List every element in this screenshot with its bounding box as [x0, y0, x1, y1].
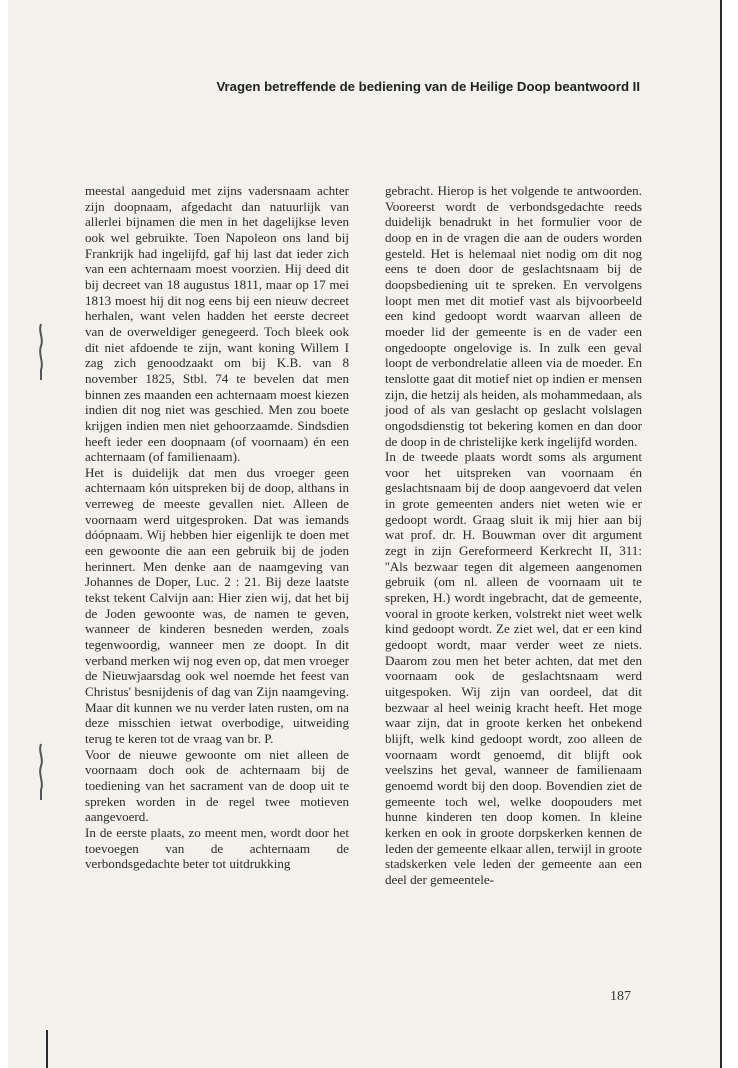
binding-edge-line	[46, 1030, 48, 1068]
staple-mark	[36, 322, 46, 382]
page-number: 187	[610, 989, 631, 1004]
paragraph: In de tweede plaats wordt soms als argument voor het uitspreken van voornaam én geslachtsnaam bij de doop aangevoerd dat velen in grote gemeenten anders niet weten wie er gedoopt wordt. Graag sluit ik mij hier aan bij wat prof. dr. H. Bouwman over dit argument zegt in zijn Gereformeerd Kerkrecht II, 311: ''Als bezwaar tegen dit algemeen aangenomen gebruik (om nl. alleen de voornaam uit te spreken, H.) wordt ingebracht, dat de gemeente, vooral in groote kerken, volstrekt niet weet welk kind gedoopt wordt. Ze ziet wel, dat er een kind gedoopt wordt, maar verder weet ze niets. Daarom zou men het beter achten, dat met den voornaam ook de geslachtsnaam werd uitgespoken. Wij zijn van oordeel, dat dit bezwaar al heel weinig kracht heeft. Het moge waar zijn, dat in groote kerken het onbekend blijft, welk kind gedoopt wordt, zoo alleen de voornaam wordt genoemd, dit blijft ook veelszins het geval, wanneer de familienaam genoemd wordt bij den doop. Bovendien ziet de gemeente toch wel, welke doopouders met hunne kinderen ten doop komen. In kleine kerken en ook in groote dorpskerken kennen de leden der gemeente elkaar allen, terwijl in groote stadskerken vele leden der gemeente aan een deel der gemeentele-	[385, 449, 642, 887]
paragraph: Het is duidelijk dat men dus vroeger geen achternaam kón uitspreken bij de doop, althans in verreweg de meeste gevallen niet. Alleen de voornaam werd uitgesproken. Dat was iemands dóópnaam. Wij hebben hier eigenlijk te doen met een gewoonte die aan een gebruik bij de joden herinnert. Men denke aan de naamgeving van Johannes de Doper, Luc. 2 : 21. Bij deze laatste tekst tekent Calvijn aan: Hier zien wij, dat het bij de Joden gewoonte was, de namen te geven, wanneer de kinderen besneden werden, zoals tegenwoordig, wanneer men ze doopt. In dit verband merken wij nog even op, dat men vroeger de Nieuwjaarsdag ook wel noemde het feest van Christus' besnijdenis of dag van Zijn naamgeving. Maar dit kunnen we nu verder laten rusten, om na deze misschien ietwat overbodige, uitweiding terug te keren tot de vraag van br. P.	[85, 464, 349, 746]
left-text-column	[85, 183, 349, 872]
staple-mark	[36, 742, 46, 802]
paragraph: In de eerste plaats, zo meent men, wordt door het toevoegen van de achternaam de verbondsgedachte beter tot uitdrukking	[85, 824, 349, 872]
running-header: Vragen betreffende de bediening van de Heilige Doop beantwoord II	[216, 79, 640, 94]
paragraph: gebracht. Hierop is het volgende te antwoorden. Vooreerst wordt de verbondsgedachte reeds duidelijk benadrukt in het formulier voor de doop en in de vragen die aan de ouders worden gesteld. Het is helemaal niet nodig om dit nog eens te doen door de geslachtsnaam bij de doopsbediening uit te spreken. En vervolgens loopt men met dit motief vast als bijvoorbeeld een kind gedoopt wordt waarvan alleen de moeder lid der gemeente is en de vader een ongedoopte ongelovige is. In zulk een geval loopt de verbondrelatie alleen via de moeder. En tenslotte gaat dit motief niet op indien er mensen zijn, die hetzij als heiden, als mohammedaan, als jood of als van geslacht op geslacht volslagen ongodsdienstig tot bekering komen en dan door de doop in de christelijke kerk ingelijfd worden.	[385, 183, 642, 449]
right-text-column	[385, 183, 642, 888]
paragraph: meestal aangeduid met zijns vadersnaam achter zijn doopnaam, afgedacht dan natuurlijk van allerlei bijnamen die men in het dagelijkse leven ook wel gebruikte. Toen Napoleon ons land bij Frankrijk had ingelijfd, gaf hij last dat ieder zich van een achternaam moest voorzien. Hij deed dit bij decreet van 18 augustus 1811, maar op 17 mei 1813 moest hij dit nog eens bij een nieuw decreet herhalen, want velen hadden het eerste decreet van de overweldiger genegeerd. Toch bleek ook dit niet afdoende te zijn, want koning Willem I zag zich genoodzaakt om bij K.B. van 8 november 1825, Stbl. 74 te bevelen dat men binnen zes maanden een achternaam moest kiezen indien dit nog niet was geschied. Men zou boete krijgen indien men niet gehoorzaamde. Sindsdien heeft ieder een doopnaam (of voornaam) én een achternaam (of familienaam).	[85, 183, 349, 465]
paragraph: Voor de nieuwe gewoonte om niet alleen de voornaam doch ook de achternaam bij de toediening van het sacrament van de doop uit te spreken worden in de regel twee motieven aangevoerd.	[85, 746, 349, 825]
